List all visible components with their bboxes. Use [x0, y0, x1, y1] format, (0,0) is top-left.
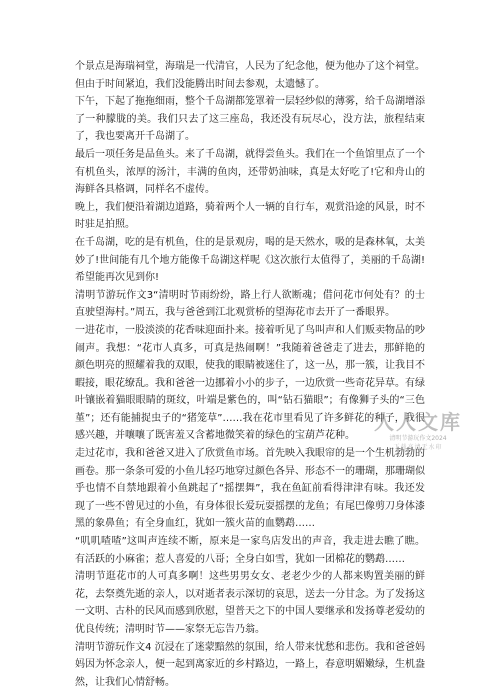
watermark-subtitle: 清明节游玩作文2024: [389, 435, 447, 442]
document-body: [75, 58, 425, 691]
paragraph: “叽叽喳喳”这叫声连续不断，原来是一家鸟店发出的声音，我走进去瞧了瞧。有活跃的小麻雀；惹人喜爱的八哥；全身白如雪，犹如一团棉花的鹦鹉……: [75, 536, 425, 565]
paragraph: 最后一项任务是品鱼头。来了千岛湖，就得尝鱼头。我们在一个鱼馆里点了一个有机鱼头，浓厚的汤汁，丰满的鱼肉，还带奶油味，真是太好吃了!它和舟山的海鲜各具格调，同样名不虚传。: [75, 148, 425, 196]
paragraph: 走过花市，我和爸爸又进入了欣赏鱼市场。首先映入我眼帘的是一个生机勃勃的画卷。那一条条可爱的小鱼儿轻巧地穿过颜色各异、形态不一的珊瑚，那珊瑚似乎也情不自禁地跟着小鱼跳起了“摇摆舞”，我在鱼缸前看得津津有味。我还发现了一些不曾见过的小鱼，有身体很长爱玩耍摇摆的龙鱼；有尾巴像剪刀身体漆黑的象鼻鱼；有全身血红，犹如一簇火苗的血鹦鹉……: [75, 448, 425, 530]
paragraph: 清明节游玩作文4 沉浸在了迷蒙黯然的氛围，给人带来忧愁和悲伤。我和爸爸妈妈因为怀念亲人，便一起到离家近的乡村路边，一路上，春意明媚嫩绿，生机盎然，让我们心情舒畅。: [75, 641, 425, 688]
paragraph: 清明节逛花市的人可真多啊！这些男男女女、老老少少的人都来购置美丽的鲜花，去祭奠先逝的亲人，以对逝者表示深切的哀思，送去一分甘念。为了发扬这一文明、古朴的民风而感到欣慰，望普天之下的中国人要继承和发扬尊老爱幼的优良传统；清明时节——家祭无忘告乃翁。: [75, 571, 425, 635]
watermark-caption: 下载高清无水印: [393, 444, 443, 451]
paragraph: 晚上，我们便沿着湖边道路，骑着两个人一辆的自行车，观赏沿途的风景，时不时驻足拍照。: [75, 201, 425, 231]
paragraph: 清明节游玩作文3“清明时节雨纷纷，路上行人欲断魂；借问花市何处有？的士直驶望海村。”周五，我与爸爸到江北观赏桥的望海花市去开了一番眼界。: [75, 289, 425, 319]
paragraph: 个景点是海瑞祠堂，海瑞是一代清官，人民为了纪念他，便为他办了这个祠堂。但由于时间紧迫，我们没能腾出时间去参观，太遗憾了。: [75, 61, 425, 90]
paragraph: 在千岛湖，吃的是有机鱼，住的是景观房，喝的是天然水，吸的是森林氧，太美妙了!世间能有几个地方能像千岛湖这样呢《这次旅行太值得了，美丽的千岛湖!希望能再次见到你!: [75, 236, 425, 284]
paragraph: 下午，下起了拖拖细雨，整个千岛湖都笼罩着一层轻纱似的薄雾，给千岛湖增添了一种朦胧的美。我们只去了这三座岛，我还没有玩尽心，没方法，旅程结束了，我也要离开千岛湖了。: [75, 96, 425, 143]
paragraph: 一进花市，一股淡淡的花香味迎面扑来。接着听见了鸟叫声和人们贩卖物品的吵闹声。我想：“花市人真多，可真是热闹啊！”我随着爸爸走了进去，那鲜艳的颜色明亮的照耀着我的双眼，使我的眼睛被迷住了，这一丛，那一簇，让我目不暇接，眼花缭乱。我和爸爸一边挪着小小的步子，一边欣赏一些奇花异草。有绿叶镶嵌着猫眼眼睛的斑纹，叶端是紫色的，叫“钻石猫眼”；有像狮子头的“三色堇”；还有能捕捉虫子的“猪笼草”……我在花市里看见了许多鲜花的种子，我很感兴趣，并嚷嚷了既害羞又含蓄地微笑着的绿色的宝葫芦花种。: [75, 324, 425, 442]
watermark-brand: 人人文库: [374, 410, 462, 434]
